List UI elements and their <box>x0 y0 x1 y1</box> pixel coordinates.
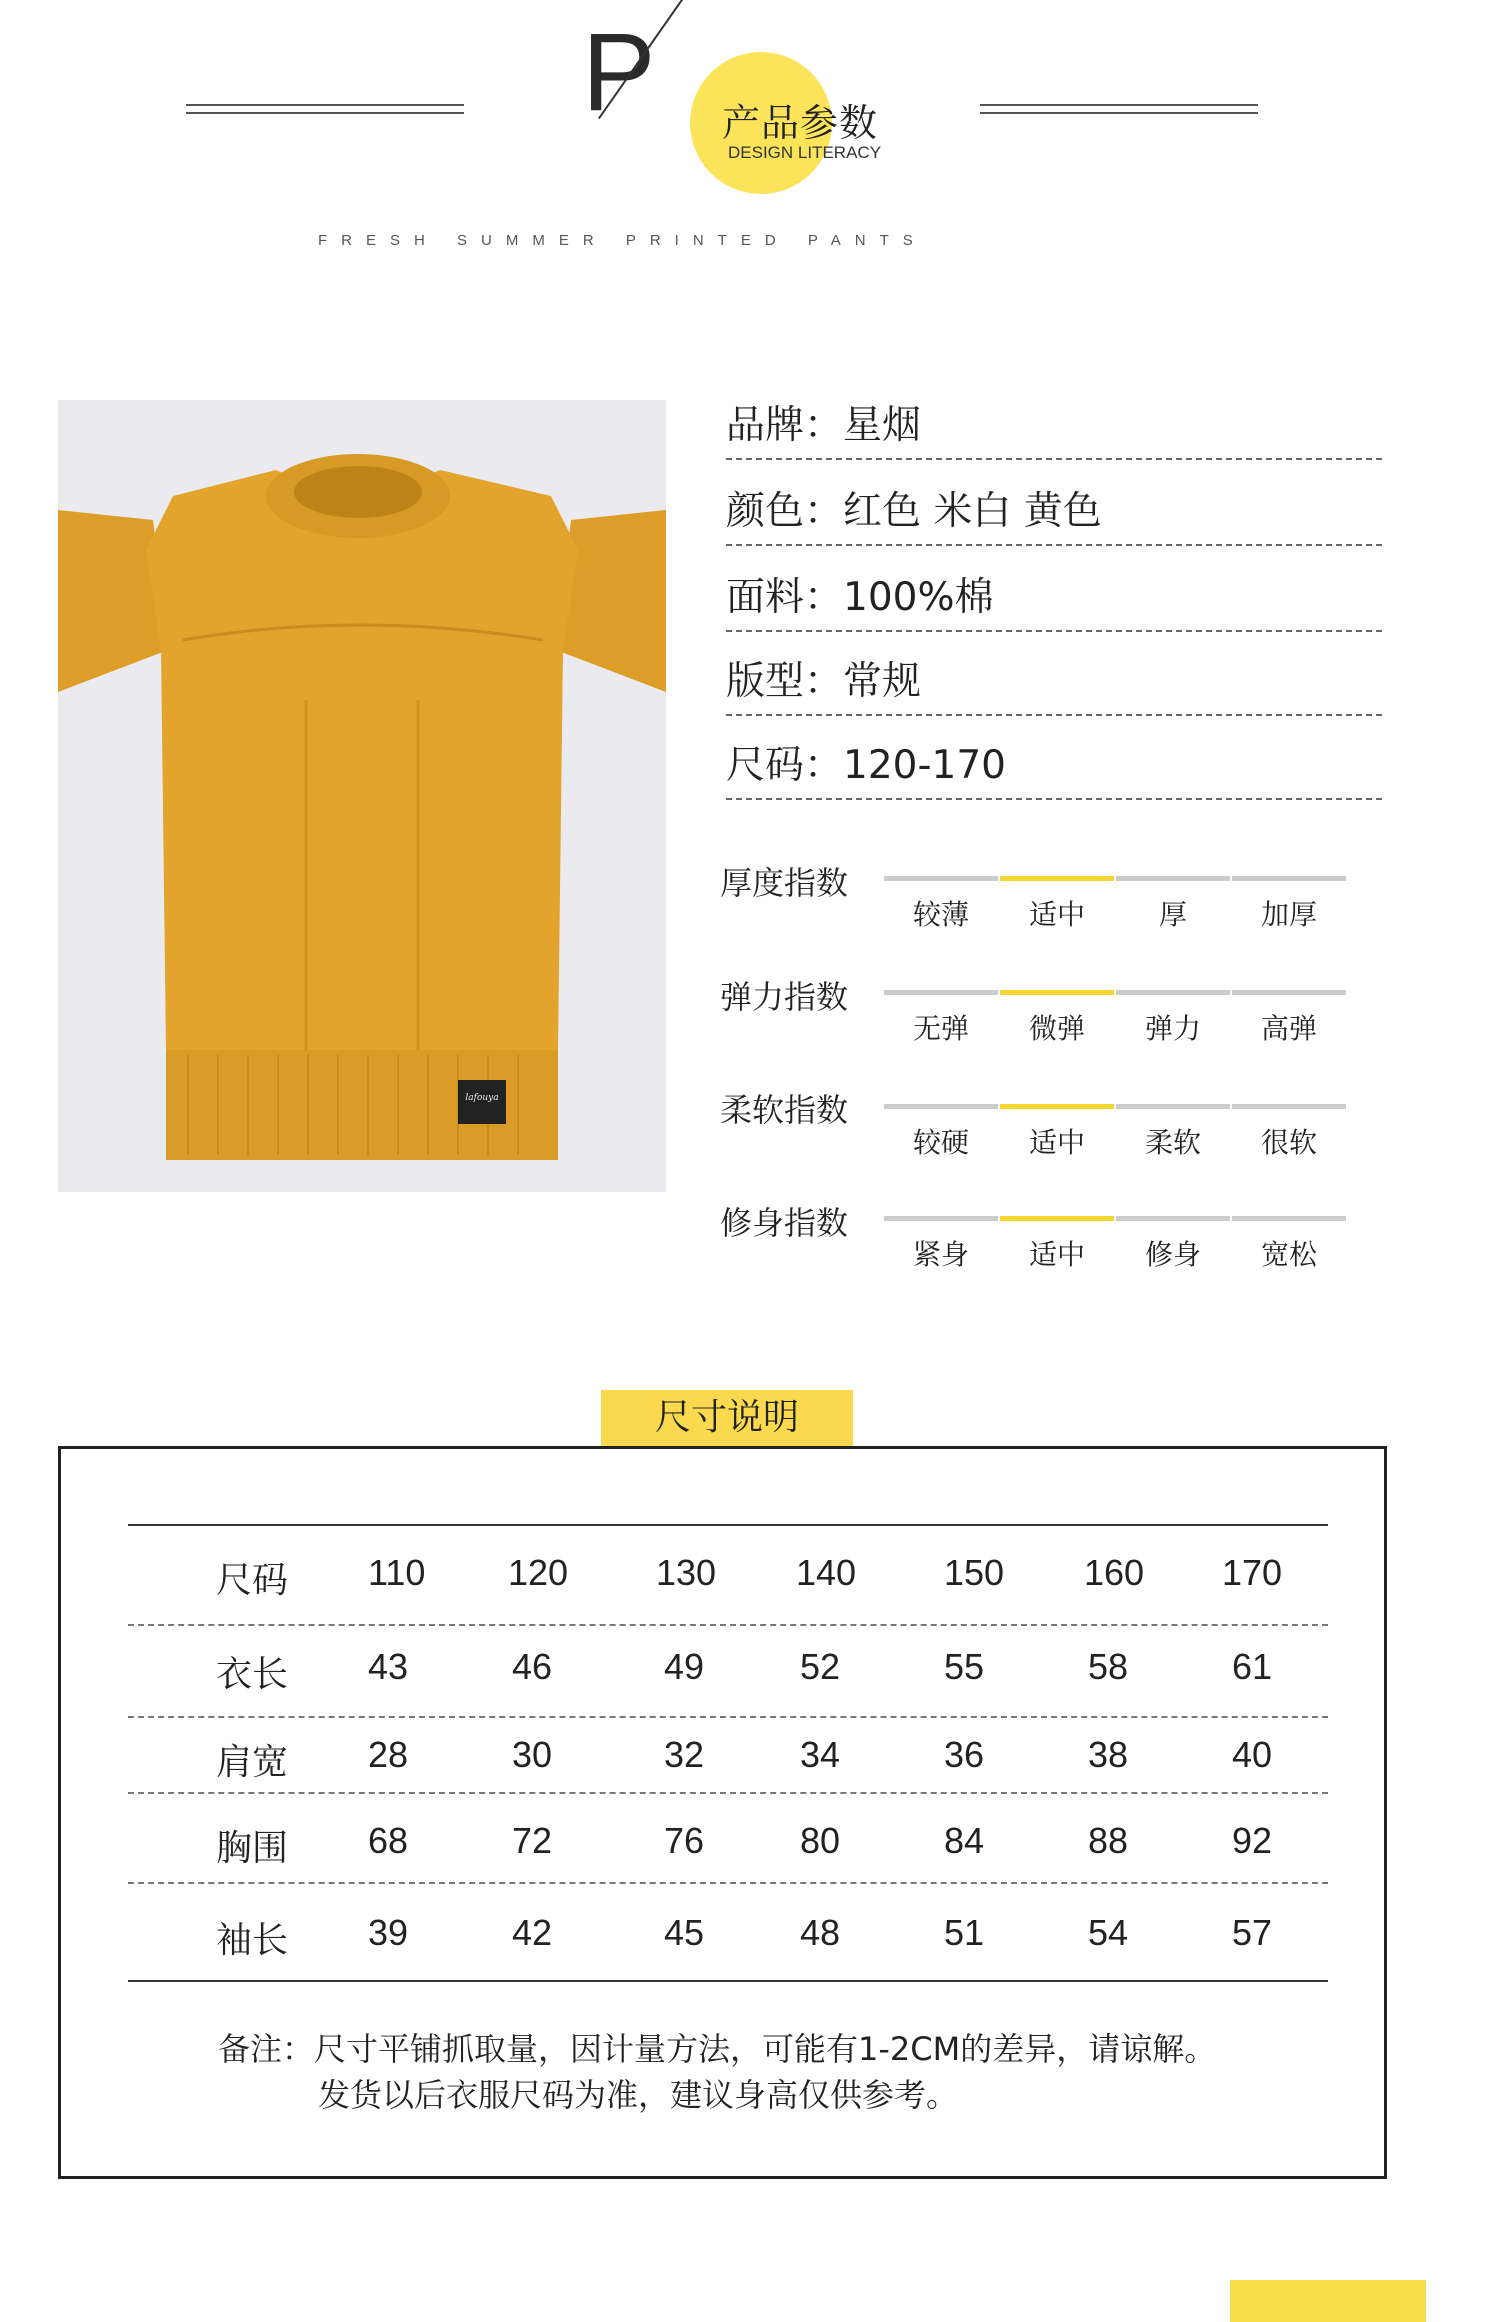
header-rule-right-2 <box>980 112 1258 114</box>
index-fit-bar-2 <box>1000 1216 1114 1221</box>
header-letter: P <box>582 11 656 134</box>
header-rule-left-2 <box>186 112 464 114</box>
spec-label: 品牌： <box>726 403 844 448</box>
table-cell: 88 <box>1088 1820 1129 1861</box>
table-cell: 39 <box>368 1912 409 1953</box>
table-cell: 54 <box>1088 1912 1129 1953</box>
table-cell: 57 <box>1232 1912 1273 1953</box>
index-option: 适中 <box>1028 1238 1085 1271</box>
index-option: 紧身 <box>912 1238 969 1271</box>
index-option: 无弹 <box>912 1012 969 1045</box>
table-cell: 36 <box>944 1734 985 1775</box>
index-option: 较硬 <box>912 1126 969 1159</box>
table-cell: 130 <box>656 1552 717 1593</box>
tagline: FRESH SUMMER PRINTED PANTS <box>318 232 927 249</box>
spec-colors <box>726 480 1382 546</box>
index-softness-label: 柔软指数 <box>720 1091 849 1129</box>
table-cell: 52 <box>800 1646 841 1687</box>
index-softness-bar-3 <box>1116 1104 1230 1109</box>
row-label: 袖长 <box>216 1920 289 1961</box>
table-cell: 110 <box>368 1552 426 1593</box>
index-softness-bar-4 <box>1232 1104 1346 1109</box>
table-cell: 43 <box>368 1646 409 1687</box>
spec-value: 星烟 <box>843 403 922 448</box>
table-cell: 120 <box>508 1552 569 1593</box>
table-cell: 76 <box>664 1820 705 1861</box>
table-cell: 51 <box>944 1912 985 1953</box>
page-title: 产品参数 <box>722 101 879 145</box>
size-note-line-1: 备注：尺寸平铺抓取量，因计量方法，可能有1-2CM的差异，请谅解。 <box>218 2030 1217 2068</box>
table-cell: 45 <box>664 1912 705 1953</box>
index-option: 微弹 <box>1028 1012 1085 1045</box>
sweater-label-text: lafouya <box>465 1093 499 1103</box>
table-cell: 28 <box>368 1734 409 1775</box>
spec-value: 常规 <box>843 659 922 704</box>
row-label: 尺码 <box>216 1560 289 1601</box>
table-cell: 30 <box>512 1734 553 1775</box>
index-thickness-bar-1 <box>884 876 998 881</box>
index-thickness-bar-3 <box>1116 876 1230 881</box>
table-rule <box>128 1624 1328 1626</box>
spec-value: 红色 米白 黄色 <box>843 489 1102 534</box>
index-option: 加厚 <box>1260 898 1317 931</box>
header-rule-left-1 <box>186 104 464 106</box>
spec-fit <box>726 650 1382 716</box>
table-cell: 68 <box>368 1820 409 1861</box>
spec-sizes <box>726 734 1382 800</box>
index-elasticity-bar-2 <box>1000 990 1114 995</box>
table-rule <box>128 1716 1328 1718</box>
index-elasticity-bar-4 <box>1232 990 1346 995</box>
table-cell: 32 <box>664 1734 705 1775</box>
spec-label: 版型： <box>726 659 844 704</box>
index-softness-bar-1 <box>884 1104 998 1109</box>
size-chart-title: 尺寸说明 <box>601 1390 853 1446</box>
row-label: 胸围 <box>216 1828 289 1869</box>
index-option: 高弹 <box>1260 1012 1317 1045</box>
spec-value: 120-170 <box>843 743 1006 788</box>
table-cell: 80 <box>800 1820 841 1861</box>
table-cell: 72 <box>512 1820 553 1861</box>
table-rule <box>128 1792 1328 1794</box>
table-cell: 49 <box>664 1646 705 1687</box>
index-option: 较薄 <box>912 898 969 931</box>
index-fit-label: 修身指数 <box>720 1204 849 1242</box>
table-cell: 46 <box>512 1646 553 1687</box>
index-option: 宽松 <box>1260 1238 1317 1271</box>
spec-fabric <box>726 566 1382 632</box>
row-label: 衣长 <box>216 1654 289 1695</box>
index-fit-bar-4 <box>1232 1216 1346 1221</box>
table-cell: 170 <box>1222 1552 1283 1593</box>
table-cell: 42 <box>512 1912 553 1953</box>
index-option: 很软 <box>1260 1126 1317 1159</box>
index-thickness-bar-2 <box>1000 876 1114 881</box>
table-cell: 40 <box>1232 1734 1273 1775</box>
index-option: 柔软 <box>1144 1126 1201 1159</box>
index-option: 厚 <box>1158 898 1187 931</box>
table-rule <box>128 1882 1328 1884</box>
sweater-illustration <box>58 400 666 1192</box>
table-cell: 55 <box>944 1646 985 1687</box>
product-photo <box>58 400 666 1192</box>
index-elasticity-bar-1 <box>884 990 998 995</box>
size-note-line-2: 发货以后衣服尺码为准，建议身高仅供参考。 <box>318 2076 959 2114</box>
corner-accent-block <box>1230 2280 1426 2322</box>
table-cell: 84 <box>944 1820 985 1861</box>
index-softness-bar-2 <box>1000 1104 1114 1109</box>
index-thickness-label: 厚度指数 <box>720 864 849 902</box>
index-option: 弹力 <box>1144 1012 1201 1045</box>
index-elasticity-label: 弹力指数 <box>720 978 849 1016</box>
index-elasticity-bar-3 <box>1116 990 1230 995</box>
table-cell: 150 <box>944 1552 1005 1593</box>
spec-label: 面料： <box>726 575 844 620</box>
spec-label: 颜色： <box>726 489 844 534</box>
table-rule-bottom <box>128 1980 1328 1982</box>
index-option: 适中 <box>1028 898 1085 931</box>
row-label: 肩宽 <box>216 1742 289 1783</box>
index-fit-bar-1 <box>884 1216 998 1221</box>
index-option: 修身 <box>1144 1238 1201 1271</box>
page-subtitle: DESIGN LITERACY <box>728 143 882 162</box>
table-cell: 58 <box>1088 1646 1129 1687</box>
header-rule-right-1 <box>980 104 1258 106</box>
index-fit-bar-3 <box>1116 1216 1230 1221</box>
table-cell: 140 <box>796 1552 857 1593</box>
spec-label: 尺码： <box>726 743 844 788</box>
table-cell: 92 <box>1232 1820 1273 1861</box>
table-cell: 61 <box>1232 1646 1273 1687</box>
spec-brand <box>726 394 1382 460</box>
table-rule-top <box>128 1524 1328 1526</box>
table-cell: 160 <box>1084 1552 1145 1593</box>
index-option: 适中 <box>1028 1126 1085 1159</box>
table-cell: 38 <box>1088 1734 1129 1775</box>
table-cell: 48 <box>800 1912 841 1953</box>
spec-value: 100%棉 <box>843 575 994 620</box>
index-thickness-bar-4 <box>1232 876 1346 881</box>
table-cell: 34 <box>800 1734 841 1775</box>
